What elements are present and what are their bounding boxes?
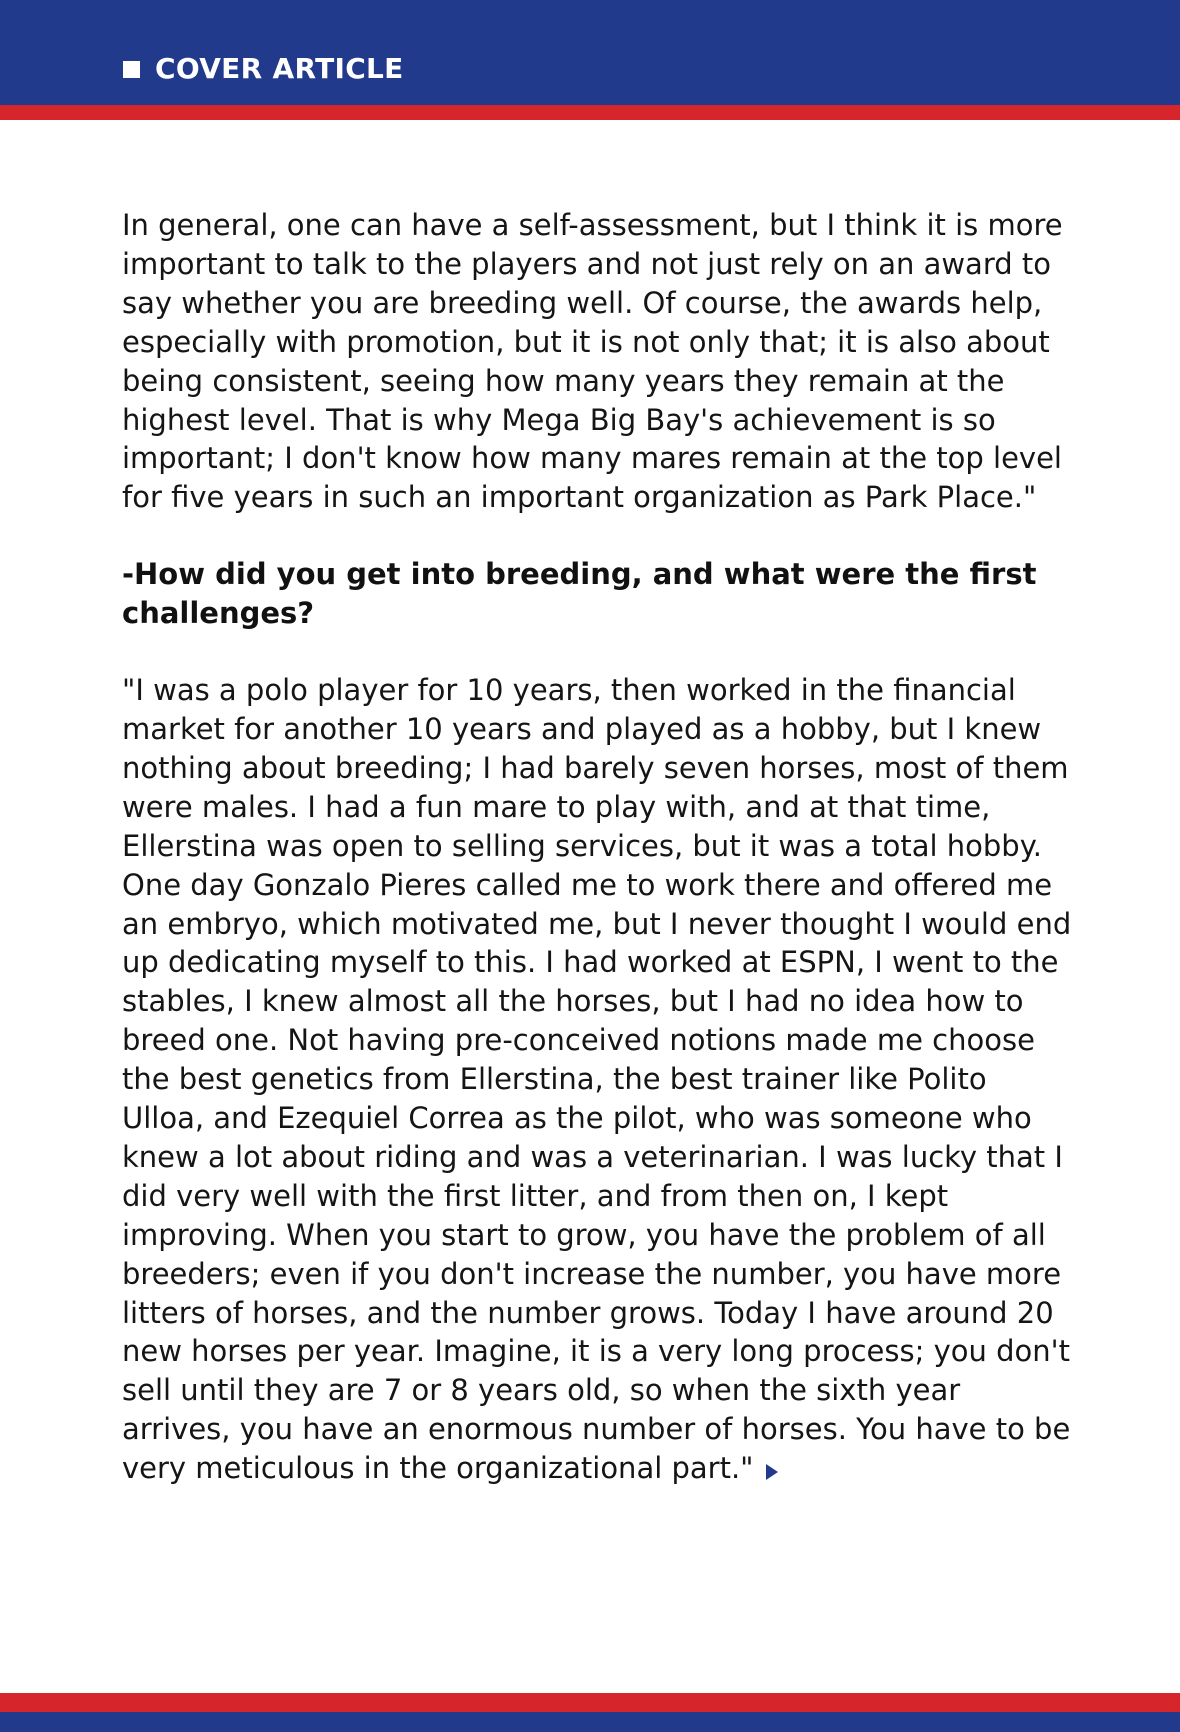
continue-arrow-icon [766,1464,778,1480]
footer-bar [0,1712,1180,1732]
section-label: COVER ARTICLE [155,52,404,85]
answer-text: "I was a polo player for 10 years, then worked in the financial market for another 10 years and played as a hobby, but I knew nothing about breeding; I had barely seven horses, most of them were males. I had a fun mare to play with, and at that time, Ellerstina was open to selling services, but it was a total hobby. One day Gonzalo Pieres called me to work there and offered me an embryo, which motivated me, but I never thought I would end up dedicating myself to this. I had worked at ESPN, I went to the stables, I knew almost all the horses, but I had no idea how to breed one. Not having pre-conceived notions made me choose the best genetics from Ellerstina, the best trainer like Polito Ulloa, and Ezequiel Correa as the pilot, who was someone who knew a lot about riding and was a veterinarian. I was lucky that I did very well with the first litter, and from then on, I kept improving. When you start to grow, you have the problem of all breeders; even if you don't increase the number, you have more litters of horses, and the number grows. Today I have around 20 new horses per year. Imagine, it is a very long process; you don't sell until they are 7 or 8 years old, so when the sixth year arrives, you have an enormous number of horses. You have to be very meticulous in the organizational part." [122,673,1072,1486]
answer-paragraph [122,671,1077,1488]
article-body [122,206,1077,1488]
footer-accent-stripe [0,1693,1180,1712]
interview-question: -How did you get into breeding, and what were the first challenges? [122,557,1037,631]
square-bullet-icon [123,61,140,78]
intro-paragraph: In general, one can have a self-assessment, but I think it is more important to talk to the players and not just rely on an award to say whether you are breeding well. Of course, the awards help, especially with promotion, but it is not only that; it is also about being consistent, seeing how many years they remain at the highest level. That is why Mega Big Bay's achievement is so important; I don't know how many mares remain at the top level for five years in such an important organization as Park Place." [122,208,1063,515]
header-accent-stripe [0,105,1180,120]
